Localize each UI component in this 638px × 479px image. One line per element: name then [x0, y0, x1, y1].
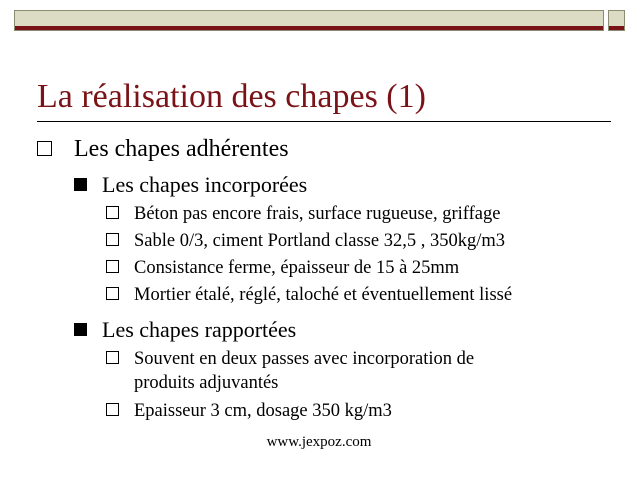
bullet-text: Les chapes rapportées	[102, 317, 297, 342]
sub-bullet-consistance	[106, 258, 459, 279]
title-underline	[37, 121, 611, 122]
sub-bullet-mortier	[106, 285, 512, 306]
bullet-chapes-rapportees	[74, 317, 296, 343]
bullet-text: Les chapes adhérentes	[74, 136, 289, 162]
hollow-square-bullet-icon	[37, 141, 52, 156]
hollow-square-bullet-icon	[106, 403, 119, 416]
bullet-text-line1: Souvent en deux passes avec incorporation de	[134, 349, 475, 369]
hollow-square-bullet-icon	[106, 287, 119, 300]
filled-square-bullet-icon	[74, 178, 87, 191]
bullet-chapes-incorporees	[74, 172, 307, 198]
decoration-square	[608, 10, 625, 31]
hollow-square-bullet-icon	[106, 351, 119, 364]
sub-bullet-epaisseur	[106, 401, 392, 422]
hollow-square-bullet-icon	[106, 260, 119, 273]
sub-bullet-souvent	[106, 347, 474, 395]
bullet-text-line2: produits adjuvantés	[134, 373, 279, 393]
filled-square-bullet-icon	[74, 323, 87, 336]
sub-bullet-beton	[106, 204, 500, 225]
hollow-square-bullet-icon	[106, 206, 119, 219]
top-decoration-bar	[14, 10, 625, 31]
bullet-text: Consistance ferme, épaisseur de 15 à 25mm	[134, 258, 460, 278]
sub-bullet-sable	[106, 231, 505, 252]
bullet-text: Les chapes incorporées	[102, 172, 308, 197]
bullet-text: Béton pas encore frais, surface rugueuse, griffage	[134, 204, 501, 224]
bullet-text: Epaisseur 3 cm, dosage 350 kg/m3	[134, 401, 392, 421]
bullet-text: Sable 0/3, ciment Portland classe 32,5 , 350kg/m3	[134, 231, 505, 251]
bullet-chapes-adherentes	[37, 136, 289, 163]
decoration-stripe	[609, 26, 624, 30]
decoration-stripe	[15, 26, 603, 30]
bullet-text: Mortier étalé, réglé, taloché et éventuellement lissé	[134, 285, 513, 305]
hollow-square-bullet-icon	[106, 233, 119, 246]
footer-url: www.jexpoz.com	[266, 434, 372, 450]
slide-title: La réalisation des chapes (1)	[37, 78, 426, 115]
decoration-band	[14, 10, 604, 31]
